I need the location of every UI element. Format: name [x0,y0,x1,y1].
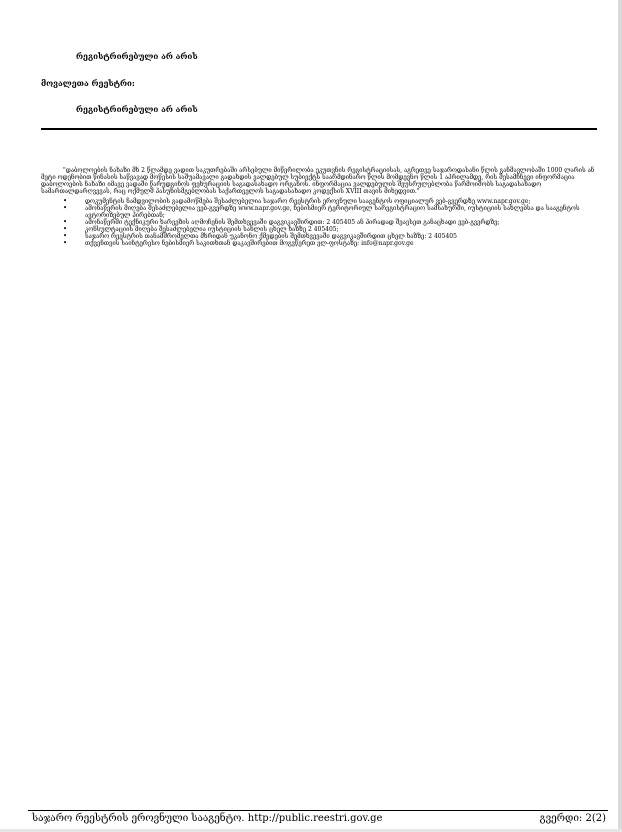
list-item: • საჯარო რეესტრის თანამშრომელთა მხრიდან უკანონო ქმედების შემთხვევაში დაგვიკავშირდით ცხელ ხაზზე: 2 405405 [63,232,457,240]
debtor-registry-label: მოვალეთა რეესტრი: [41,78,135,88]
footer-divider [28,810,608,811]
notes-list [41,198,597,247]
notes-section [41,167,597,247]
bullet-icon: • [63,204,68,212]
bullet-icon: • [63,218,68,226]
bullet-icon: • [63,232,68,240]
bullet-icon: • [63,225,68,233]
list-item: • ამონაწერში ტექნიკური ხარვეზის აღმოჩენის შემთხვევაში დაგვიკავშირდით: 2 405405 ან პირადად შეავსეთ განაცხადი ვებ-გვერდზე; [63,218,500,226]
list-item: • ამონაწერის მიღება შესაძლებელია ვებ-გვერდზე www.napr.gov.ge, ნებისმიერ ტერიტორიულ სარეგისტრაციო სამსახურში, იუსტიციის სახლებსა და სააგენტოს ავტორიზებულ პირებთან; [63,204,580,219]
page-edge-right [618,0,622,832]
registration-status-1: რეგისტრირებული არ არის [76,51,198,61]
page-number: გვერდი: 2(2) [539,813,606,824]
section-divider [41,128,597,130]
footer-agency-text: საჯარო რეესტრის ეროვნული სააგენტო. http://public.reestri.gov.ge [32,813,383,824]
list-item: • დოკუმენტის ნამდვილობის გადამოწმება შესაძლებელია საჯარო რეესტრის ეროვნული სააგენტოს ოფიციალურ ვებ-გვერდზე www.napr.gov.ge; [63,197,531,205]
registration-status-2: რეგისტრირებული არ არის [76,104,198,114]
list-item: • კონსულტაციის მიღება შესაძლებელია იუსტიციის სახლის ცხელ ხაზზე 2 405405; [63,225,339,233]
list-item: • თქვენთვის საინტერესო ნებისმიერ საკითხთან დაკავშირებით მოგვწერეთ ელ-ფოსტაზე: info@napr.gov.ge [63,239,414,247]
bullet-icon: • [63,197,68,205]
notes-paragraph: "დაბოლოების ნახაზი მხ 2 წლამდე ვადით საკუთრებაში არსებული მიწერილობა ეკუთვნის რეგისტრაციისას, აგრეთვე საჯაროდასანი წლის განმავლობაში 1000 ლარის ან მეტი ოდენობით წინასის საწვავად მოწესის საშუამავალი გადახდის ვალდებულ სუბიექტს საარმდინარო წლის მომდევნო წლის 1 აპრილამდე, რის შესამჩნევი ინფორმაცია დაბოლოების ნახაზი იმავე ვადაში წარუდგინოს ფეხურაციის საგადასახადო ორგანოს. ინფორმაცია ვალდებულის შეუსრულებლობა წარმოიშობს საგადასახადო სამართალდარღვევას, რაც ოქმულშ პასუხისმგებლობას საქართველოს საგადასახადო კოდექსის XVIII თავის მიხედვით." [41,167,595,195]
bullet-icon: • [63,239,68,247]
